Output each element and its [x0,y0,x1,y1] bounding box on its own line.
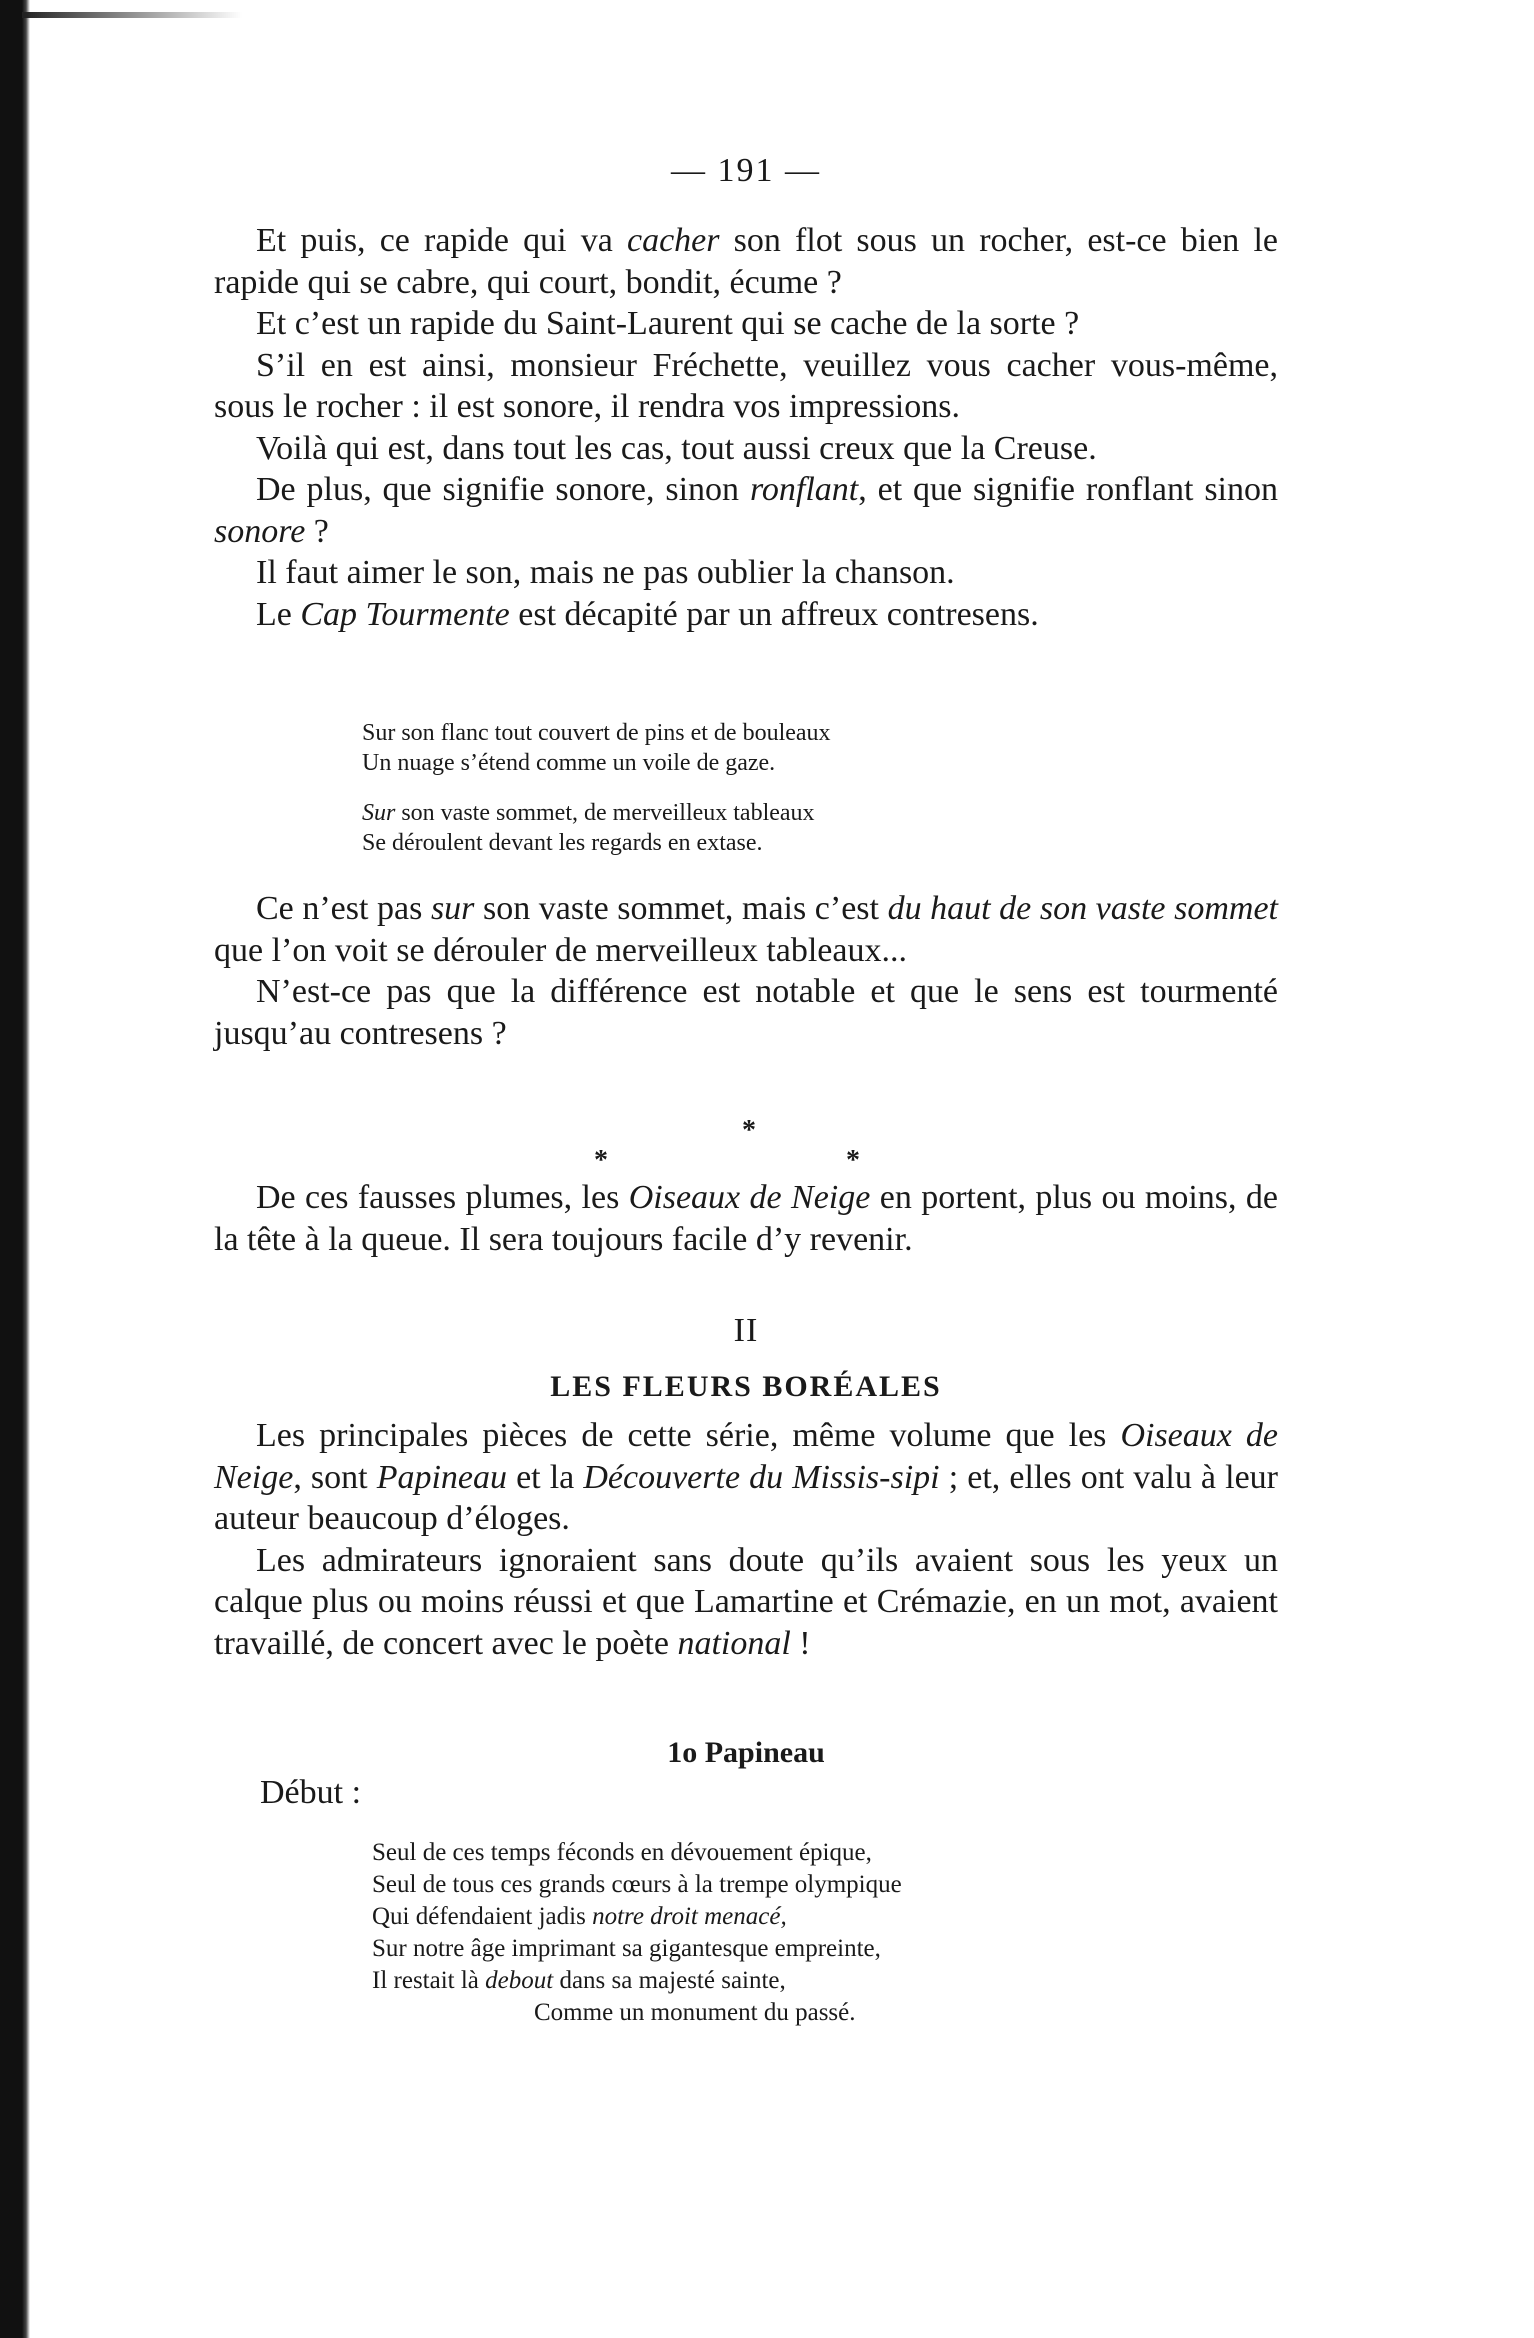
italic-text: Oiseaux de Neige [628,1179,871,1216]
asterism [214,1110,1278,1180]
text-run: et la [507,1458,584,1496]
paragraph: N’est-ce pas que la différence est notable et que le sens est tourmenté jusqu’au contresens ? [214,973,1278,1052]
italic-text: Oiseaux de Neige [214,1417,1278,1496]
debut-label: Début : [260,1774,362,1811]
book-binding-edge [0,0,30,2338]
italic-text: national [677,1624,791,1662]
text-run: Le [256,595,301,633]
text-run: De ces fausses plumes, les [256,1179,629,1216]
text-run: ? [305,512,329,550]
text-run: , sont [293,1458,377,1496]
text-run: Ce n’est pas [256,890,431,927]
italic-text: debout [485,1967,554,1994]
section-number: II [733,1312,759,1349]
verse-line: Seul de tous ces grands cœurs à la trempe olympique [372,1871,902,1898]
italic-text: Sur [362,800,396,826]
paragraph: Voilà qui est, dans tout les cas, tout aussi creux que la Creuse. [256,429,1097,467]
paragraph [214,1540,1278,1665]
italic-text: Cap Tourmente [300,595,510,633]
paragraph [214,469,1278,552]
paragraph [214,1415,1278,1540]
italic-text: notre droit menacé, [592,1903,787,1930]
text-run: en portent, plus ou moins, de la tête à la queue. Il sera toujours facile d’y revenir. [214,1179,1278,1258]
body-text-top [214,220,1278,635]
italic-text: ronflant [749,471,859,508]
verse-line [372,1901,1252,1933]
text-run: Les principales pièces de cette série, même volume que les [256,1417,1121,1454]
paragraph [214,1177,1278,1260]
text-run: dans sa majesté sainte, [553,1967,786,1994]
asterism-star: * [846,1145,860,1176]
body-text-section [214,1415,1278,1664]
verse-line: Se déroulent devant les regards en extase. [362,830,763,856]
text-run: son vaste sommet, mais c’est [474,890,888,927]
asterism-star: * [742,1115,756,1146]
italic-text: Papineau [376,1458,507,1496]
italic-text: sonore [214,512,306,550]
book-page [214,0,1278,2338]
verse-line: Seul de ces temps féconds en dévouement épique, [372,1839,872,1866]
text-run: , et que signifie ronflant sinon [858,471,1279,508]
page-number: — 191 — [671,152,821,189]
verse-line: Sur son flanc tout couvert de pins et de bouleaux [362,720,831,746]
paragraph: Il faut aimer le son, mais ne pas oublier la chanson. [256,554,955,591]
italic-text: Découverte du Missis-sipi [583,1458,940,1496]
paragraph [214,594,1278,636]
italic-text: cacher [627,222,720,259]
text-run: ! [790,1624,811,1662]
section-title: LES FLEURS BORÉALES [550,1370,942,1403]
verse-line: Comme un monument du passé. [534,1999,856,2026]
verse-line: Un nuage s’étend comme un voile de gaze. [362,750,776,776]
text-run: Et puis, ce rapide qui va [256,222,627,259]
text-run: ; et, elles ont valu à leur auteur beaucoup d’éloges. [214,1458,1278,1537]
text-run: son flot sous un rocher, est-ce bien le rapide qui se cabre, qui court, bondit, écume ? [214,222,1278,301]
subheading: 1o Papineau [667,1736,825,1769]
paragraph: S’il en est ainsi, monsieur Fréchette, veuillez vous cacher vous-même, sous le rocher : il est sonore, il rendra vos impressions. [214,346,1278,425]
text-run: son vaste sommet, de merveilleux tableaux [395,800,815,826]
paragraph: Et c’est un rapide du Saint-Laurent qui se cache de la sorte ? [256,305,1080,342]
text-run: De plus, que signifie sonore, sinon [256,471,750,508]
text-run: Qui défendaient jadis [372,1903,593,1930]
paragraph [214,220,1278,303]
body-text-middle [214,888,1278,1054]
body-text-transition [214,1177,1278,1260]
verse-line [362,798,1162,828]
italic-text: du haut de son vaste sommet [887,890,1278,927]
text-run: Il restait là [372,1967,486,1994]
verse-quote-1 [362,718,1162,858]
binding-top-mark [22,12,242,18]
verse-line [372,1965,1252,1997]
text-run: que l’on voit se dérouler de merveilleux tableaux... [214,931,907,969]
text-run: est décapité par un affreux contresens. [509,595,1039,633]
paragraph [214,888,1278,971]
asterism-star: * [594,1145,608,1176]
text-run: Les admirateurs ignoraient sans doute qu’ils avaient sous les yeux un calque plus ou moins réussi et que Lamartine et Crémazie, en un mot, avaient travaillé, de concert avec le poète [214,1541,1278,1662]
verse-line: Sur notre âge imprimant sa gigantesque empreinte, [372,1935,881,1962]
italic-text: sur [430,890,475,927]
verse-quote-2 [372,1837,1252,2029]
